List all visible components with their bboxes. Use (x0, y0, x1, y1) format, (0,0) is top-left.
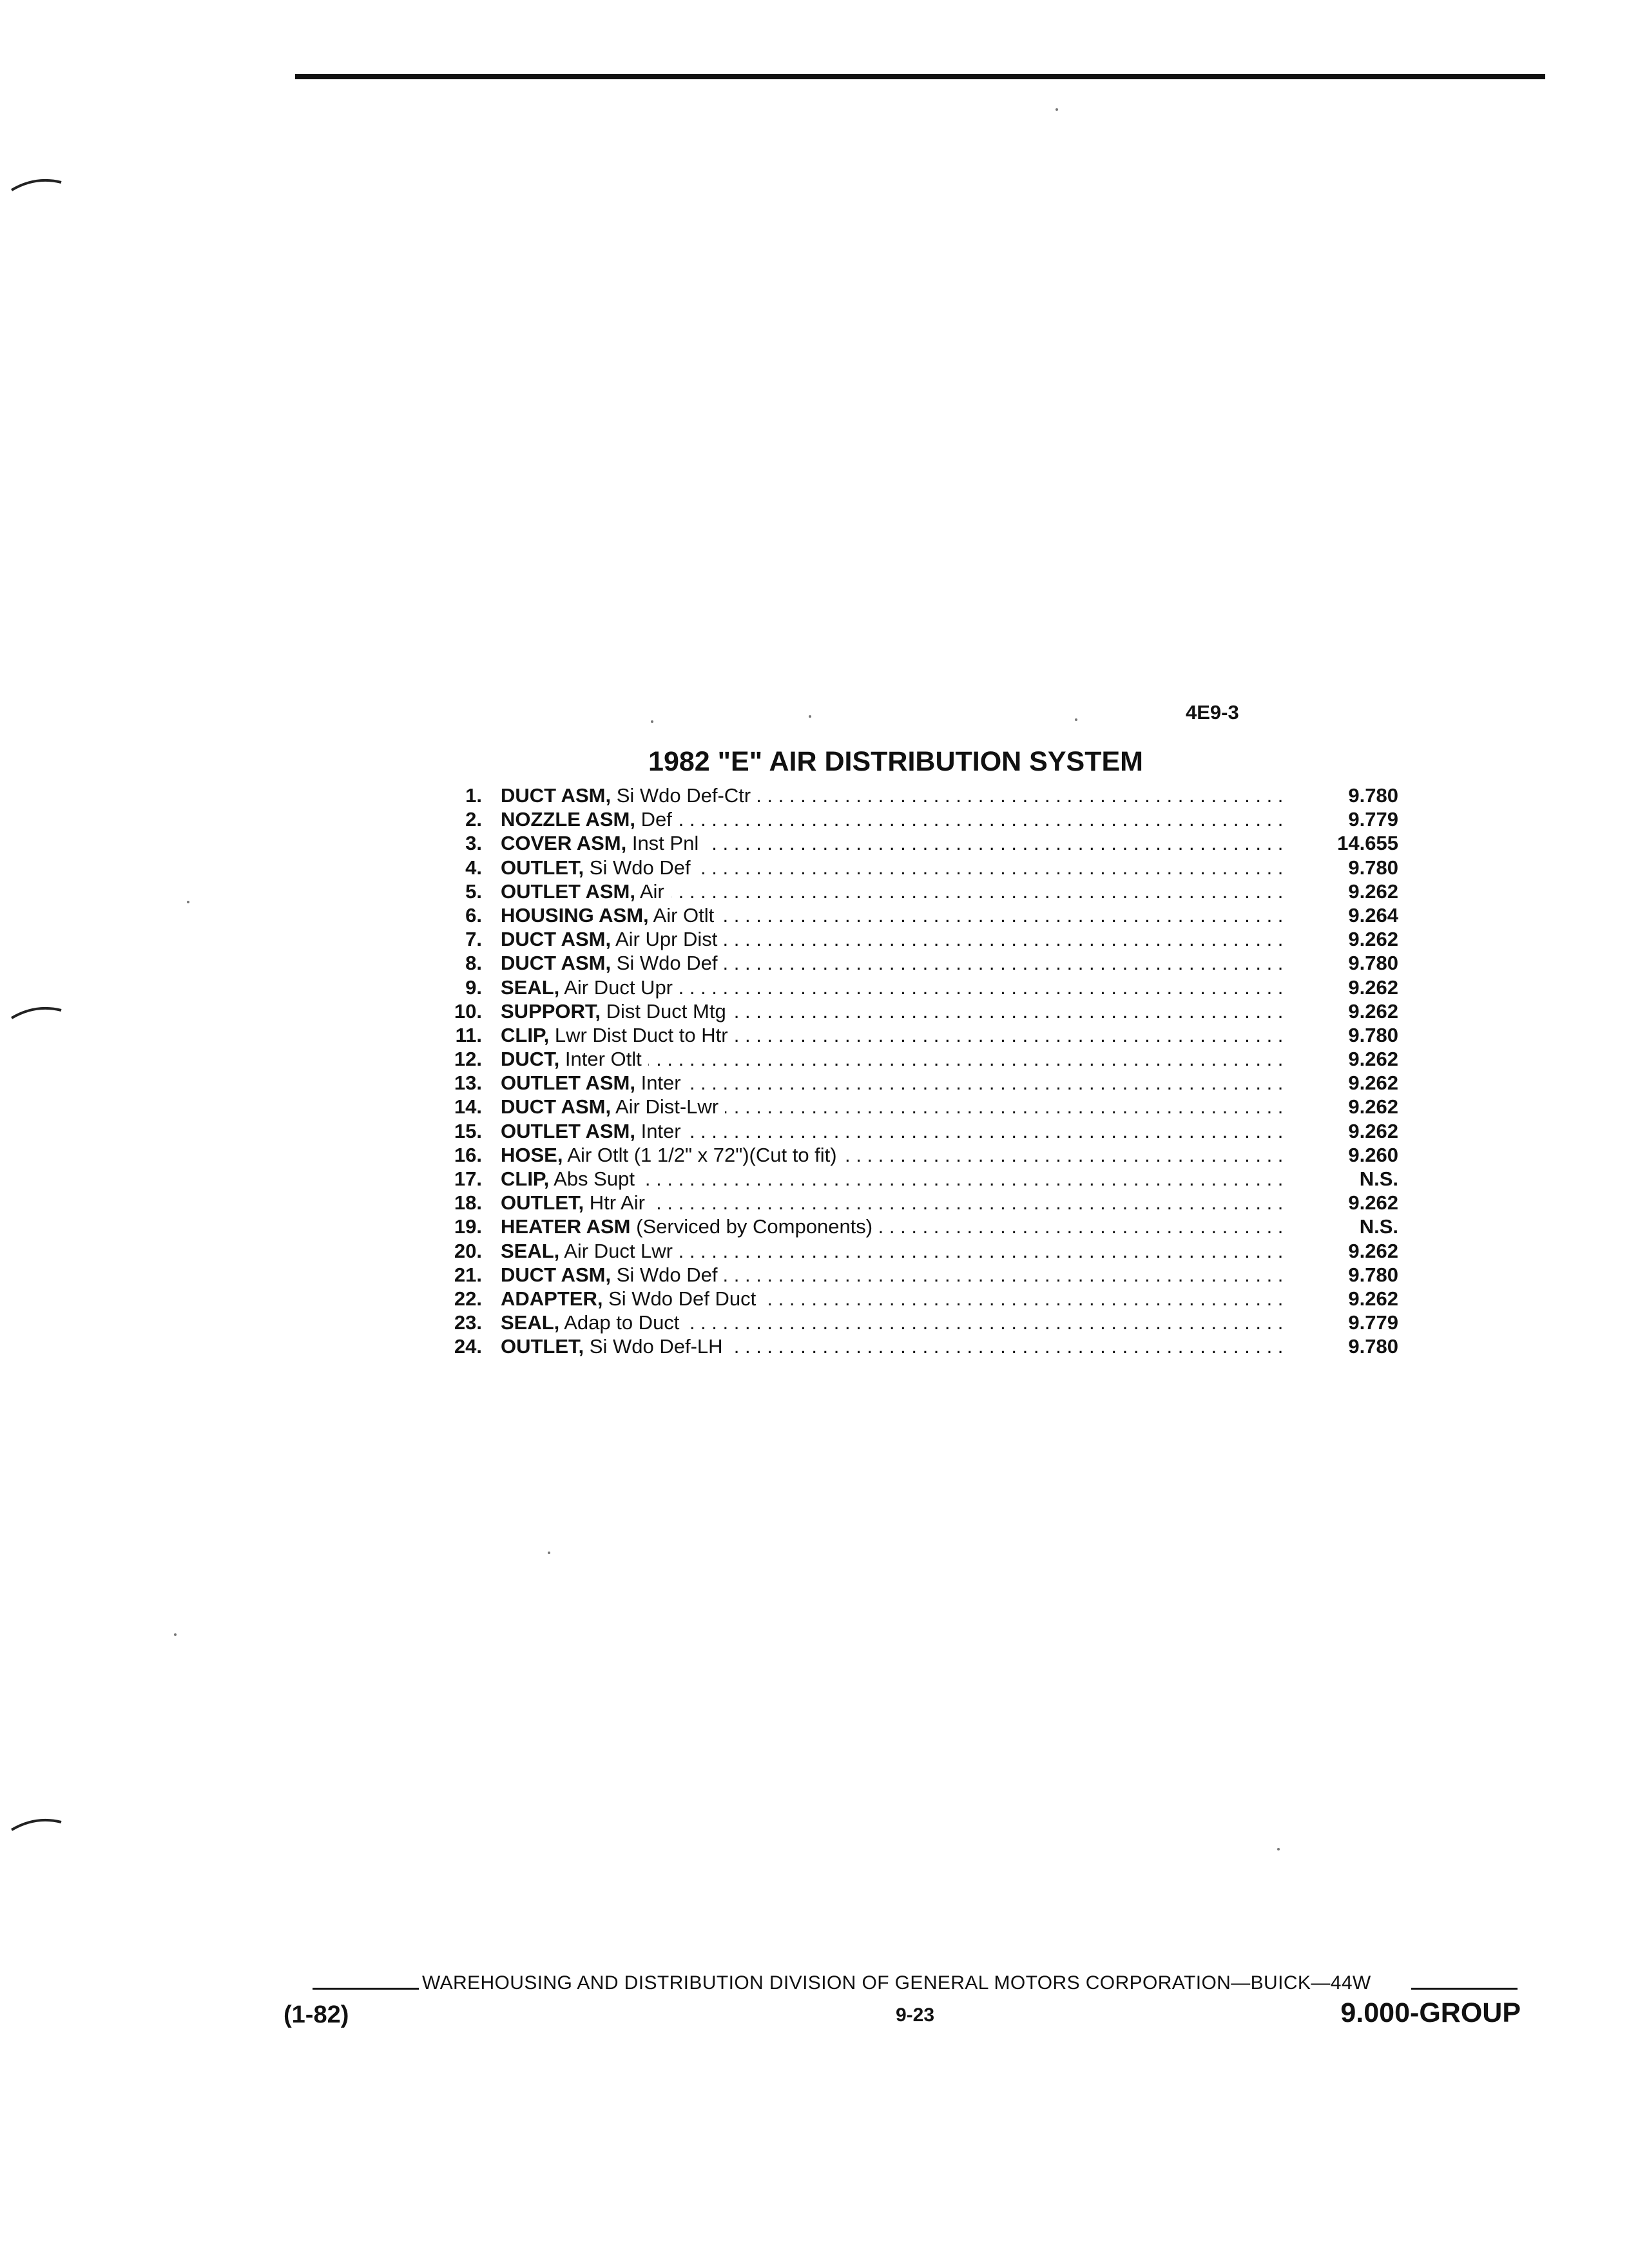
item-description-text (501, 1120, 688, 1142)
paper-speck (1055, 108, 1058, 111)
item-part-name: OUTLET ASM, (501, 879, 635, 903)
list-item (438, 1119, 1405, 1143)
list-item (438, 1215, 1405, 1238)
item-number: 10. (454, 999, 482, 1023)
item-description-text (501, 1144, 843, 1166)
item-description (501, 951, 1287, 975)
item-part-detail: Htr Air (589, 1191, 645, 1215)
paper-speck (809, 715, 811, 718)
item-group-number: 9.780 (1348, 1023, 1398, 1046)
item-description-text (501, 1024, 735, 1046)
item-description (501, 879, 1287, 903)
item-group-number: 9.262 (1348, 975, 1398, 999)
item-part-name: DUCT ASM, (501, 1095, 612, 1119)
item-part-detail: Si Wdo Def (616, 1263, 718, 1286)
item-part-name: DUCT ASM, (501, 784, 612, 807)
item-description (501, 1071, 1287, 1095)
item-part-detail: Inter (641, 1072, 681, 1095)
item-number: 20. (454, 1239, 482, 1262)
item-description-text (501, 808, 679, 831)
item-description (501, 1311, 1287, 1334)
item-number: 21. (454, 1263, 482, 1286)
footer-page-number: 9-23 (895, 2004, 935, 2026)
item-part-detail: (Serviced by Components) (636, 1215, 873, 1238)
item-description (501, 975, 1287, 999)
item-part-detail: Air Otlt (653, 903, 715, 927)
item-description (501, 1119, 1287, 1143)
list-item (438, 1071, 1405, 1095)
item-part-detail: Adap to Duct (564, 1311, 680, 1334)
item-number: 24. (454, 1335, 482, 1358)
item-description (501, 1287, 1287, 1311)
item-part-name: OUTLET ASM, (501, 1072, 635, 1095)
list-item (438, 951, 1405, 975)
item-number: 13. (454, 1072, 482, 1095)
item-part-name: HEATER ASM (501, 1215, 631, 1238)
item-group-number: 9.780 (1348, 784, 1398, 807)
item-description-text (501, 832, 705, 854)
item-description (501, 1047, 1287, 1071)
item-description (501, 1334, 1287, 1358)
item-description-text (501, 1072, 688, 1094)
item-part-name: SUPPORT, (501, 999, 601, 1023)
item-description-text (501, 880, 671, 903)
item-group-number: 9.262 (1348, 1287, 1398, 1310)
item-description-text (501, 784, 757, 807)
item-number: 9. (465, 975, 482, 999)
item-part-name: OUTLET, (501, 1191, 584, 1215)
item-description-text (501, 856, 697, 879)
item-part-name: CLIP, (501, 1023, 550, 1046)
list-item (438, 1334, 1405, 1358)
item-group-number: 9.779 (1348, 808, 1398, 831)
binder-hole-mark-top (0, 164, 64, 203)
item-part-name: ADAPTER, (501, 1287, 603, 1310)
item-description (501, 831, 1287, 855)
item-part-name: OUTLET ASM, (501, 1119, 635, 1142)
item-group-number: 14.655 (1337, 832, 1398, 855)
item-description-text (501, 1048, 648, 1070)
item-description-text (501, 1311, 686, 1334)
item-description-text (501, 904, 720, 927)
item-description (501, 1239, 1287, 1263)
item-group-number: 9.262 (1348, 1119, 1398, 1142)
item-part-detail: Si Wdo Def-LH (589, 1335, 723, 1358)
footer-rule-right (1411, 1988, 1518, 1990)
section-code: 4E9-3 (1186, 701, 1239, 724)
item-group-number: 9.780 (1348, 1335, 1398, 1358)
list-item (438, 999, 1405, 1023)
item-group-number: N.S. (1359, 1215, 1398, 1238)
paper-speck (1075, 718, 1077, 721)
item-number: 8. (465, 952, 482, 975)
item-number: 4. (465, 856, 482, 879)
item-part-detail: Air Otlt (1 1/2" x 72")(Cut to fit) (567, 1143, 837, 1166)
item-part-detail: Inst Pnl (631, 832, 699, 855)
item-description (501, 1191, 1287, 1215)
item-part-detail: Si Wdo Def-Ctr (616, 784, 751, 807)
item-number: 3. (465, 832, 482, 855)
item-description (501, 1263, 1287, 1287)
item-description (501, 783, 1287, 807)
item-part-name: DUCT ASM, (501, 952, 612, 975)
list-item (438, 807, 1405, 831)
item-description (501, 1167, 1287, 1191)
item-part-detail: Air Duct Upr (564, 975, 673, 999)
item-description-text (501, 928, 724, 950)
item-part-name: HOSE, (501, 1143, 563, 1166)
item-group-number: N.S. (1359, 1168, 1398, 1190)
item-group-number: 9.780 (1348, 856, 1398, 879)
parts-list (438, 783, 1405, 1359)
item-number: 18. (454, 1191, 482, 1215)
list-item (438, 1239, 1405, 1263)
list-item (438, 1287, 1405, 1311)
item-description (501, 903, 1287, 927)
item-description-text (501, 1168, 641, 1190)
item-number: 2. (465, 808, 482, 831)
item-description-text (501, 1264, 724, 1286)
item-part-name: CLIP, (501, 1168, 550, 1190)
list-item (438, 1143, 1405, 1167)
item-description (501, 856, 1287, 879)
list-item (438, 1023, 1405, 1047)
item-group-number: 9.262 (1348, 999, 1398, 1023)
item-description-text (501, 952, 724, 974)
item-number: 15. (454, 1119, 482, 1142)
top-rule (295, 74, 1545, 79)
item-number: 19. (454, 1215, 482, 1238)
list-item (438, 1311, 1405, 1334)
footer-rule-left (313, 1988, 419, 1990)
item-part-name: COVER ASM, (501, 832, 627, 855)
item-group-number: 9.262 (1348, 879, 1398, 903)
item-part-detail: Air Duct Lwr (564, 1239, 673, 1262)
item-part-name: DUCT ASM, (501, 1263, 612, 1286)
list-item (438, 1047, 1405, 1071)
item-group-number: 9.780 (1348, 952, 1398, 975)
item-number: 7. (465, 928, 482, 951)
item-part-detail: Si Wdo Def Duct (608, 1287, 757, 1310)
footer-date: (1-82) (284, 2001, 349, 2028)
list-item (438, 879, 1405, 903)
item-number: 12. (454, 1048, 482, 1071)
item-group-number: 9.260 (1348, 1143, 1398, 1166)
item-group-number: 9.262 (1348, 1048, 1398, 1071)
item-part-detail: Lwr Dist Duct to Htr (554, 1023, 728, 1046)
item-part-detail: Inter (641, 1119, 681, 1142)
item-description (501, 1095, 1287, 1119)
list-item (438, 1167, 1405, 1191)
item-part-name: OUTLET, (501, 1335, 584, 1358)
item-description-text (501, 976, 679, 999)
item-number: 17. (454, 1168, 482, 1190)
item-number: 1. (465, 784, 482, 807)
item-part-detail: Si Wdo Def (589, 856, 691, 879)
item-description (501, 1023, 1287, 1047)
list-item (438, 831, 1405, 855)
item-group-number: 9.779 (1348, 1311, 1398, 1334)
item-group-number: 9.262 (1348, 1191, 1398, 1215)
item-part-detail: Dist Duct Mtg (606, 999, 726, 1023)
item-description-text (501, 1215, 879, 1238)
item-number: 14. (454, 1095, 482, 1119)
item-part-name: DUCT, (501, 1048, 560, 1071)
item-description-text (501, 1335, 729, 1358)
item-part-name: OUTLET, (501, 856, 584, 879)
item-description-text (501, 1240, 679, 1262)
item-part-detail: Abs Supt (554, 1168, 635, 1190)
item-part-detail: Def (641, 808, 672, 831)
item-number: 6. (465, 903, 482, 927)
list-item (438, 1263, 1405, 1287)
footer-group-number: 9.000-GROUP (1340, 1997, 1521, 2028)
list-item (438, 783, 1405, 807)
list-item (438, 1191, 1405, 1215)
item-description (501, 807, 1287, 831)
item-number: 22. (454, 1287, 482, 1310)
item-group-number: 9.780 (1348, 1263, 1398, 1286)
item-description-text (501, 1287, 762, 1310)
list-item (438, 1095, 1405, 1119)
item-part-detail: Air Upr Dist (615, 928, 718, 951)
paper-speck (548, 1552, 550, 1554)
item-part-detail: Si Wdo Def (616, 952, 718, 975)
item-description-text (501, 1095, 725, 1118)
item-number: 16. (454, 1143, 482, 1166)
item-part-name: SEAL, (501, 1239, 560, 1262)
item-part-name: DUCT ASM, (501, 928, 612, 951)
item-part-name: HOUSING ASM, (501, 903, 649, 927)
item-number: 5. (465, 879, 482, 903)
item-group-number: 9.262 (1348, 1239, 1398, 1262)
item-number: 23. (454, 1311, 482, 1334)
paper-speck (174, 1633, 177, 1636)
footer-division-text: WAREHOUSING AND DISTRIBUTION DIVISION OF GENERAL MOTORS CORPORATION—BUICK—44W (422, 1972, 1371, 1994)
paper-speck (1277, 1848, 1280, 1850)
paper-speck (651, 720, 653, 723)
list-item (438, 975, 1405, 999)
item-number: 11. (455, 1023, 482, 1046)
list-item (438, 903, 1405, 927)
item-part-detail: Air (639, 879, 664, 903)
item-description (501, 927, 1287, 951)
item-group-number: 9.262 (1348, 1072, 1398, 1095)
item-group-number: 9.264 (1348, 903, 1398, 927)
item-part-name: SEAL, (501, 975, 560, 999)
item-description-text (501, 1191, 651, 1214)
item-part-name: SEAL, (501, 1311, 560, 1334)
item-part-detail: Inter Otlt (564, 1048, 642, 1071)
item-part-detail: Air Dist-Lwr (615, 1095, 719, 1119)
item-description (501, 1215, 1287, 1238)
item-group-number: 9.262 (1348, 1095, 1398, 1119)
binder-hole-mark-bottom (0, 1804, 64, 1843)
item-part-name: NOZZLE ASM, (501, 808, 635, 831)
binder-hole-mark-middle (0, 992, 64, 1031)
item-description (501, 999, 1287, 1023)
item-description-text (501, 1000, 733, 1023)
list-item (438, 927, 1405, 951)
item-description (501, 1143, 1287, 1167)
item-group-number: 9.262 (1348, 928, 1398, 951)
list-item (438, 856, 1405, 879)
paper-speck (187, 901, 189, 903)
page-title: 1982 "E" AIR DISTRIBUTION SYSTEM (648, 746, 1143, 777)
